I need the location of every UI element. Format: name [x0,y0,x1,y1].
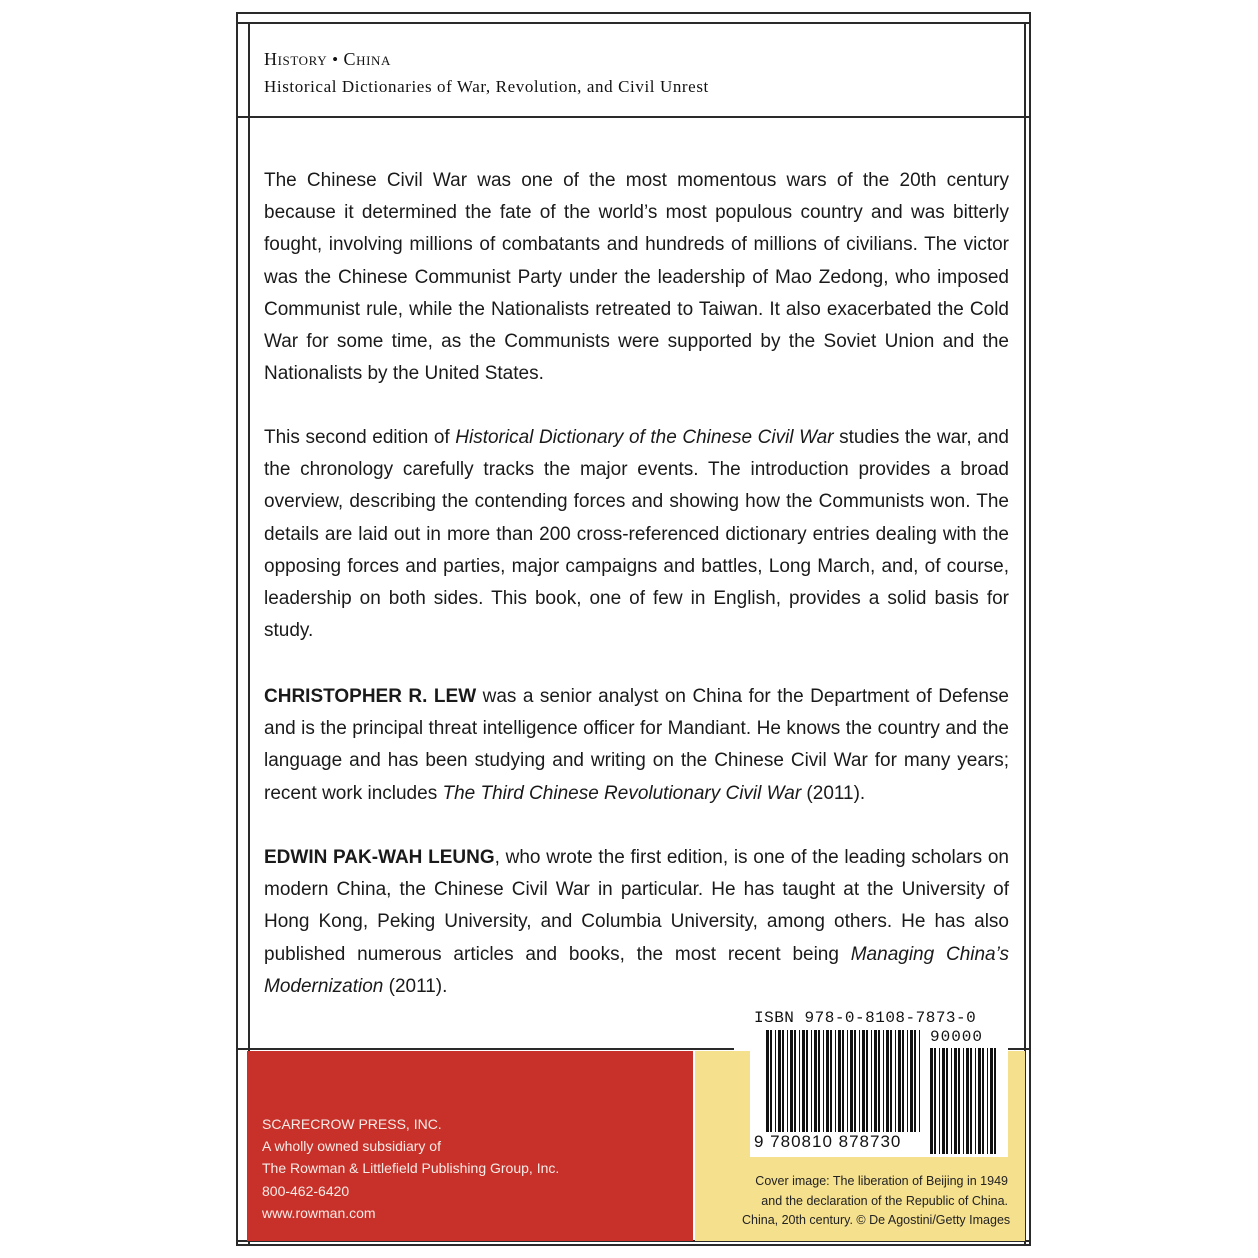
barcode-bar [934,1048,936,1154]
barcode-bar [854,1030,856,1132]
barcode-bar [871,1030,872,1132]
header-divider [236,116,1031,118]
barcode-bar [951,1048,952,1154]
barcode-bar [823,1030,824,1132]
author-2-work-title: Managing China’s Modernization [264,943,1009,997]
author-bio-2-text: , who wrote the first edition, is one of the leading scholars on modern China, the Chinese Civil War in particular. He has taught at the University of Hong Kong, Peking University, and Columbia University, among others. He has also published numerous articles and books, the most recent being [264,847,1009,965]
series-category-history: History [264,49,328,69]
barcode-bar [811,1030,812,1132]
bottom-divider-left [236,1048,734,1050]
barcode-bar [782,1030,784,1132]
book-title: Historical Dictionary of the Chinese Civil War [455,427,834,448]
barcode-bar [946,1048,948,1154]
barcode-bar [775,1030,776,1132]
barcode-bar [814,1030,817,1132]
barcode-bar [878,1030,880,1132]
barcode-bar [802,1030,805,1132]
barcode-bar [930,1048,933,1154]
cover-image-credit [742,1172,1011,1231]
barcode-bar [830,1030,832,1132]
series-bullet: • [332,50,339,69]
barcode-bar [902,1030,904,1132]
barcode-bar [806,1030,808,1132]
author-bio-1-text: was a senior analyst on China for the Department of Defense and is the principal threat intelligence officer for Mandiant. He knows the country and the language and has been studying and writing on the Chinese Civil War for many years; recent work includes [264,686,1009,804]
barcode-bar [910,1030,913,1132]
barcode-bar [883,1030,884,1132]
barcode-bar [847,1030,848,1132]
barcode-bar [942,1048,945,1154]
barcode-bar [895,1030,896,1132]
barcode-bar [907,1030,908,1132]
publisher-group: The Rowman & Littlefield Publishing Group, Inc. [262,1160,560,1177]
barcode-bar [766,1030,769,1132]
barcode-bar [919,1030,920,1132]
credit-line-2: and the declaration of the Republic of China. [761,1193,1008,1208]
barcode-bar [778,1030,781,1132]
barcode-bar [862,1030,865,1132]
author-1-work-title: The Third Chinese Revolutionary Civil War [442,782,802,804]
author-bio-1-end: (2011). [801,782,866,804]
publisher-website: www.rowman.com [262,1204,376,1221]
barcode-bar [970,1048,972,1154]
barcode-bar [939,1048,940,1154]
barcode-bar [874,1030,877,1132]
barcode-bar [826,1030,829,1132]
barcode-bar [787,1030,788,1132]
barcode-bar [963,1048,964,1154]
description-text-2-post: studies the war, and the chronology carefully tracks the major events. The introduction provides a broad overview, describing the contending forces and showing how the Communists won. The details are laid out in more than 200 cross-referenced dictionary entries dealing with the opposing forces and parties, major campaigns and battles, Long March, and, of course, leadership on both sides. This book, one of few in English, provides a solid basis for study. [264,427,1009,642]
barcode-bar [770,1030,772,1132]
series-category-china: China [343,49,391,69]
barcode-bar [978,1048,981,1154]
price-code: 90000 [930,1028,984,1046]
barcode-bar [799,1030,800,1132]
description-text-1: The Chinese Civil War was one of the most momentous wars of the 20th century because it determined the fate of the world’s most populous country and was bitterly fought, involving millions of combatants and hundreds of millions of civilians. The victor was the Chinese Communist Party under the leadership of Mao Zedong, who imposed Communist rule, while the Nationalists retreated to Taiwan. It also exacerbated the Cold War for some time, as the Communists were supported by the Soviet Union and the Nationalists by the United States. [264,170,1009,385]
description-paragraph-2 [264,422,1009,647]
barcode-bar [790,1030,793,1132]
series-title: Historical Dictionaries of War, Revolution, and Civil Unrest [264,77,709,96]
publisher-info [262,1113,559,1224]
isbn-number: ISBN 978-0-8108-7873-0 [754,1009,977,1027]
inner-frame-top [236,22,1031,24]
author-bio-2-end: (2011). [383,975,448,997]
barcode-bar [890,1030,892,1132]
publisher-subsidiary: A wholly owned subsidiary of [262,1138,441,1155]
addon-barcode [930,1048,1000,1154]
author-name-1: CHRISTOPHER R. LEW [264,686,477,707]
barcode-bar [914,1030,916,1132]
publisher-phone: 800-462-6420 [262,1182,350,1199]
author-name-2: EDWIN PAK-WAH LEUNG [264,847,495,868]
barcode-bar [818,1030,820,1132]
barcode-bar [886,1030,889,1132]
barcode-bar [866,1030,868,1132]
barcode-bar [898,1030,901,1132]
series-header [264,46,709,100]
barcode-bar [982,1048,984,1154]
description-text-2-pre: This second edition of [264,427,456,448]
barcode-bar [838,1030,841,1132]
publisher-name: SCARECROW PRESS, INC. [262,1116,442,1132]
barcode-bar [975,1048,976,1154]
barcode-bar [966,1048,969,1154]
barcode-bar [990,1048,993,1154]
barcode-bar [850,1030,853,1132]
ean-barcode [766,1030,924,1132]
barcode-bar [842,1030,844,1132]
author-bio-2 [264,842,1009,1003]
credit-line-3: China, 20th century. © De Agostini/Getty Images [742,1213,1011,1227]
barcode-bar [835,1030,836,1132]
credit-line-1: Cover image: The liberation of Beijing in 1949 [755,1174,1008,1188]
description-paragraph-1 [264,165,1009,390]
barcode-bar [958,1048,960,1154]
barcode-bar [794,1030,796,1132]
barcode-digits: 9 780810 878730 [754,1132,902,1151]
barcode-bar [859,1030,860,1132]
author-bio-1 [264,681,1009,810]
barcode-bar [994,1048,996,1154]
barcode-bar [954,1048,957,1154]
barcode-bar [987,1048,988,1154]
